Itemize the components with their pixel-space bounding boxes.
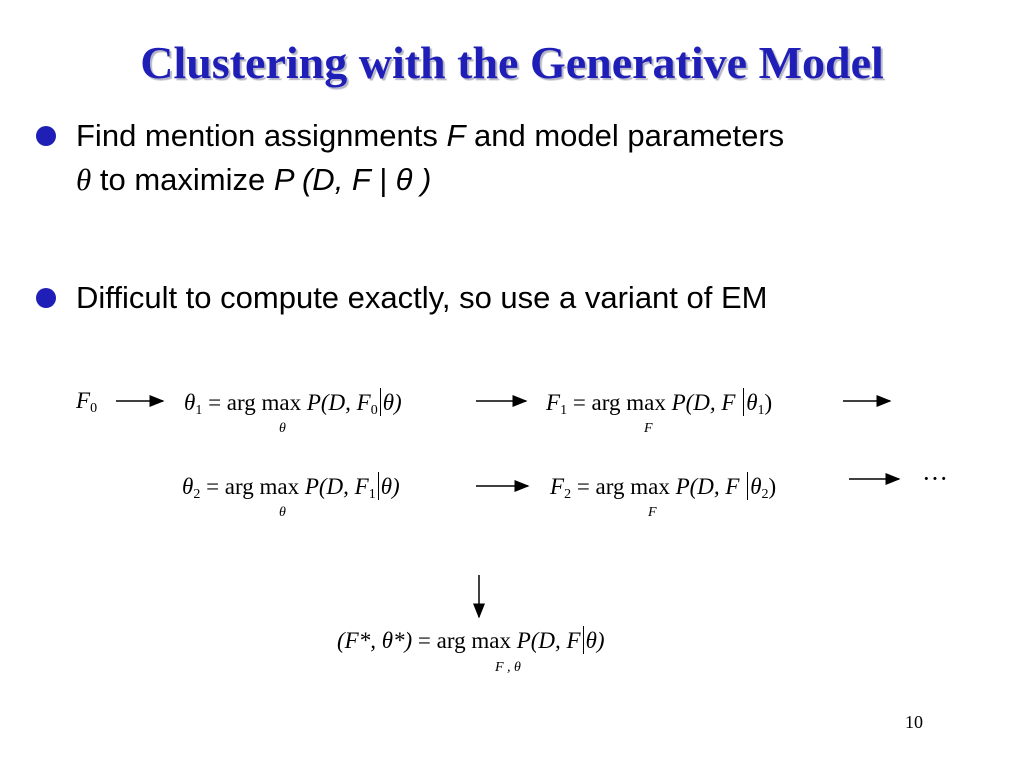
conditional-bar	[378, 472, 379, 500]
bullet-1-theta: θ	[76, 162, 92, 197]
eq-f2-under: F	[648, 505, 657, 520]
eq-theta2: $\theta_2$ = arg max P(D, $F_1$ θ)	[182, 474, 400, 502]
conditional-bar	[583, 626, 584, 654]
eq-theta2-under: θ	[279, 505, 286, 520]
eq-f1: $F_1$ = arg max P(D, F $\theta_1$)	[546, 390, 773, 418]
eq-final-under: F , θ	[495, 660, 521, 675]
bullet-1-var-f: F	[446, 118, 466, 153]
eq-theta1: $\theta_1$ = arg max P(D, $F_0$ θ)	[184, 390, 402, 418]
bullet-1-line2a: to maximize	[91, 162, 274, 197]
ellipsis: ···	[922, 464, 948, 493]
slide-title: Clustering with the Generative Model	[140, 37, 884, 88]
eq-theta1-under: θ	[279, 421, 286, 436]
page-number: 10	[905, 712, 923, 732]
conditional-bar	[747, 472, 748, 500]
conditional-bar	[380, 388, 381, 416]
bullet-2-text: Difficult to compute exactly, so use a variant of EM	[76, 280, 768, 315]
eq-f1-under: F	[644, 421, 653, 436]
bullet-1-expression: P (D, F | θ )	[273, 162, 432, 197]
conditional-bar	[743, 388, 744, 416]
bullet-1-line1a: Find mention assignments	[76, 118, 447, 153]
eq-f2: $F_2$ = arg max P(D, F $\theta_2$)	[550, 474, 777, 502]
eq-final: (F*, θ*) = arg max P(D, F θ)	[337, 628, 605, 653]
eq-f0: $F_0$	[76, 388, 98, 416]
bullet-1-line1b: and model parameters	[465, 118, 785, 153]
